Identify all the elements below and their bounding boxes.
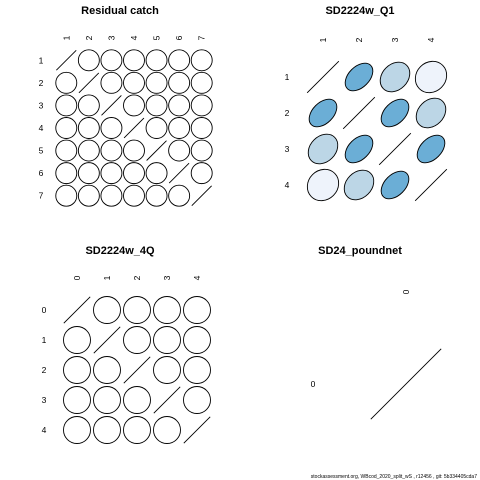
row-label: 7 xyxy=(38,190,44,201)
column-label: 5 xyxy=(151,35,162,41)
row-label: 1 xyxy=(284,72,290,82)
panel-title: SD24_poundnet xyxy=(318,245,402,257)
row-label: 1 xyxy=(38,55,44,66)
panel-title: SD2224w_Q1 xyxy=(325,5,395,17)
row-label: 2 xyxy=(284,108,290,118)
row-label: 3 xyxy=(41,395,47,405)
row-label: 0 xyxy=(41,305,47,315)
row-label: 5 xyxy=(38,145,44,156)
column-label: 3 xyxy=(106,35,117,41)
column-label: 0 xyxy=(72,275,82,281)
column-label: 4 xyxy=(426,37,436,43)
column-label: 0 xyxy=(401,289,411,295)
footer-text: stockassessment.org, WBcod_2020_split_wS , r12456 , git: 5b334405cda7 xyxy=(310,474,477,480)
panel-title: SD2224w_4Q xyxy=(85,245,155,257)
column-label: 4 xyxy=(192,275,202,281)
row-label: 3 xyxy=(284,144,290,154)
column-label: 1 xyxy=(61,35,72,41)
column-label: 2 xyxy=(132,275,142,281)
row-label: 2 xyxy=(41,365,47,375)
row-label: 0 xyxy=(310,379,316,389)
row-label: 1 xyxy=(41,335,47,345)
column-label: 3 xyxy=(390,37,400,43)
column-label: 3 xyxy=(162,275,172,281)
panel-title: Residual catch xyxy=(81,5,159,17)
row-label: 2 xyxy=(38,77,44,88)
row-label: 4 xyxy=(41,425,47,435)
column-label: 6 xyxy=(174,35,185,41)
row-label: 3 xyxy=(38,100,44,111)
column-label: 4 xyxy=(128,35,139,41)
column-label: 2 xyxy=(83,35,94,41)
row-label: 4 xyxy=(38,122,44,133)
row-label: 6 xyxy=(38,168,44,179)
row-label: 4 xyxy=(284,180,290,190)
column-label: 2 xyxy=(354,37,364,43)
column-label: 1 xyxy=(102,275,112,281)
column-label: 7 xyxy=(196,35,207,41)
column-label: 1 xyxy=(318,37,328,43)
